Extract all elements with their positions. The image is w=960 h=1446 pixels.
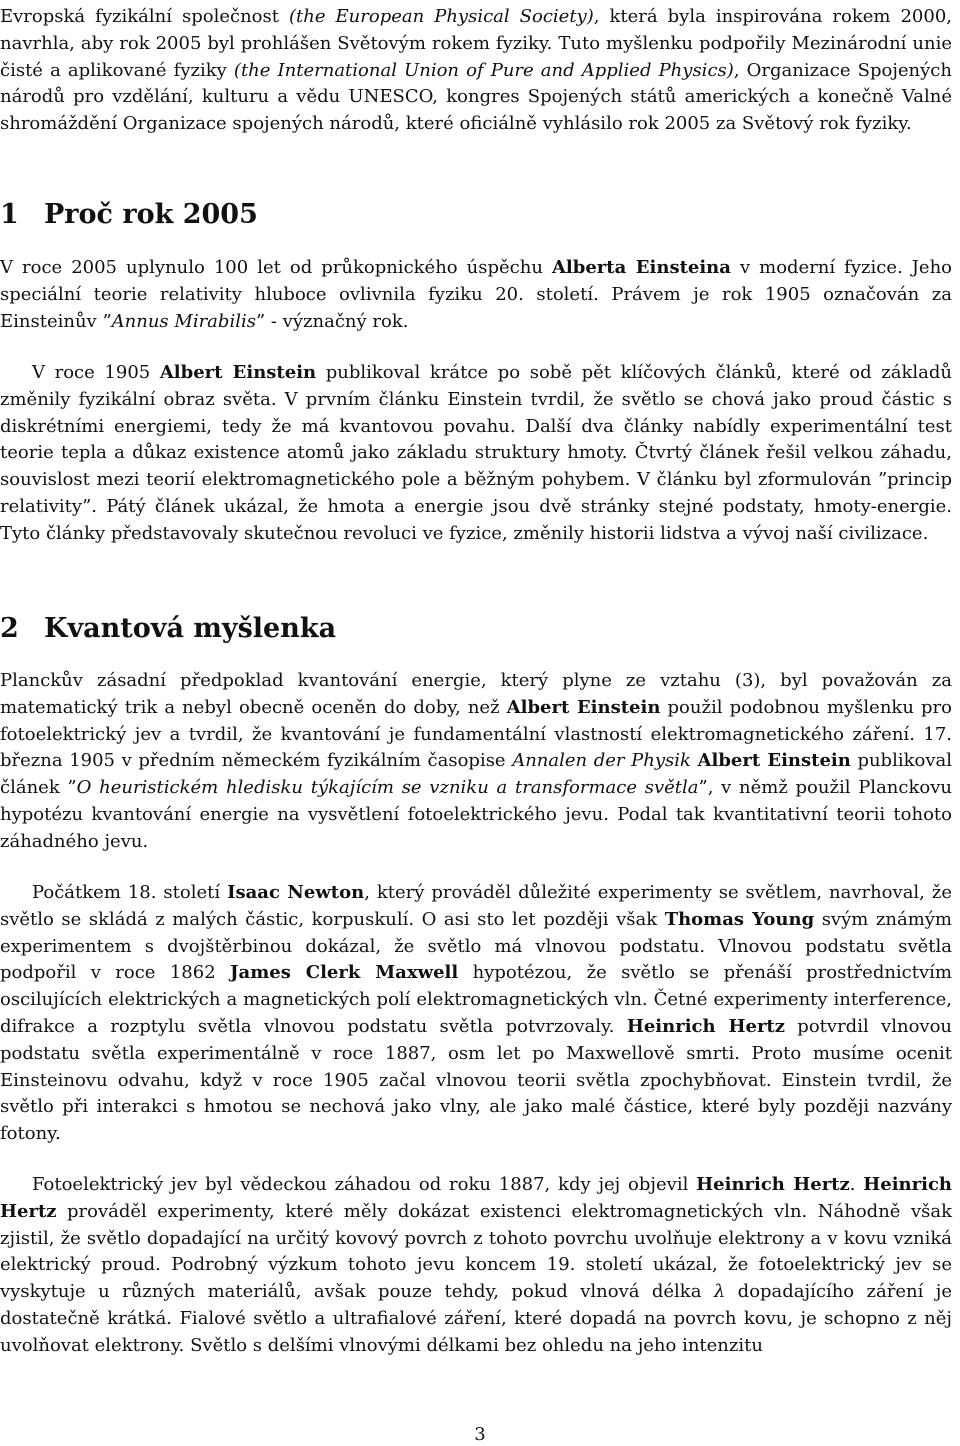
person-name: Heinrich Hertz: [626, 1015, 785, 1037]
person-name: James Clerk Maxwell: [230, 962, 459, 984]
article-title: O heuristickém hledisku týkajícím se vzniku a transformace světla: [76, 777, 699, 799]
annus-mirabilis: Annus Mirabilis: [111, 310, 256, 332]
section-2-title: Kvantová myšlenka: [44, 613, 337, 644]
section-2-paragraph-2: Počátkem 18. století Isaac Newton, který prováděl důležité experimenty se světlem, navrhoval, že světlo se skládá z malých částic, korpuskulí. O asi sto let později však Thomas Young svým známým experimentem s dvojštěrbinou dokázal, že světlo má vlnovou podstatu. Vlnovou podstatu světla podpořil v roce 1862 James Clerk Maxwell hypotézou, že světlo se přenáší prostřednictvím oscilujících elektrických a magnetických polí elektromagnetických vln. Četné experimenty interference, difrakce a rozptylu světla vlnovou podstatu světla potvrzovaly. Heinrich Hertz potvrdil vlnovou podstatu světla experimentálně v roce 1887, osm let po Maxwellově smrti. Proto musíme ocenit Einsteinovu odvahu, když v roce 1905 začal vlnovou teorii světla zpochybňovat. Einstein tvrdil, že světlo při interakci s hmotou se nechová jako vlny, ale jako malé částice, které byly později nazvány fotony.: [0, 882, 953, 1145]
person-name: Albert Einstein: [159, 362, 317, 383]
person-name: Albert Einstein: [506, 696, 661, 718]
person-name: Heinrich Hertz: [0, 1174, 952, 1222]
journal-name: Annalen der Physik: [512, 750, 691, 772]
person-name: Heinrich Hertz: [696, 1174, 850, 1195]
section-2-heading: [0, 612, 336, 646]
lambda-symbol: λ: [713, 1281, 726, 1303]
section-1-title: Proč rok 2005: [44, 199, 258, 230]
section-1-paragraph-2: V roce 1905 Albert Einstein publikoval krátce po sobě pět klíčových článků, které od základů změnily fyzikální obraz světa. V prvním článku Einstein tvrdil, že světlo se chová jako proud částic s diskrétními energiemi, tedy že má kvantovou povahu. Další dva články nabídly experimentální test teorie tepla a důkaz existence atomů jako základu struktury hmoty. Čtvrtý článek řešil velkou záhadu, souvislost mezi teorií elektromagnetického pole a běžným pohybem. V článku byl zformulován ”princip relativity”. Pátý článek ukázal, že hmota a energie jsou dvě stránky stejné podstaty, hmoty-energie. Tyto články představovaly skutečnou revoluci ve fyzice, změnily historii lidstva a vývoj naší civilizace.: [0, 362, 952, 544]
section-2-paragraph-1: Planckův zásadní předpoklad kvantování energie, který plyne ze vztahu (3), byl považován za matematický trik a nebyl obecně oceněn do doby, než Albert Einstein použil podobnou myšlenku pro fotoelektrický jev a tvrdil, že kvantování je fundamentální vlastností elektromagnetického záření. 17. března 1905 v předním německém fyzikálním časopise Annalen der Physik Albert Einstein publikoval článek ”O heuristickém hledisku týkajícím se vzniku a transformace světla”, v němž použil Planckovu hypotézu kvantování energie na vysvětlení fotoelektrického jevu. Podal tak kvantitativní teorii tohoto záhadného jevu.: [0, 670, 952, 852]
union-name: (the International Union of Pure and Applied Physics): [233, 59, 734, 81]
page-number: 3: [474, 1424, 486, 1445]
person-name: Albert Einstein: [697, 750, 851, 772]
person-name: Thomas Young: [664, 908, 815, 930]
section-1-heading: [0, 198, 258, 232]
society-name: (the European Physical Society): [289, 6, 594, 27]
section-1-paragraph-1: V roce 2005 uplynulo 100 let od průkopnického úspěchu Alberta Einsteina v moderní fyzice. Jeho speciální teorie relativity hluboce ovlivnila fyziku 20. století. Právem je rok 1905 označován za Einsteinův ”Annus Mirabilis” - význačný rok.: [0, 257, 953, 332]
person-name: Alberta Einsteina: [551, 257, 731, 278]
intro-paragraph: Evropská fyzikální společnost (the European Physical Society), která byla inspirována rokem 2000, navrhla, aby rok 2005 byl prohlášen Světovým rokem fyziky. Tuto myšlenku podpořily Mezinárodní unie čisté a aplikované fyziky (the International Union of Pure and Applied Physics), Organizace Spojených národů pro vzdělání, kulturu a vědu UNESCO, kongres Spojených států amerických a konečně Valné shromáždění Organizace spojených národů, které oficiálně vyhlásilo rok 2005 za Světový rok fyziky.: [0, 6, 952, 135]
person-name: Isaac Newton: [227, 882, 365, 903]
section-2-number: 2: [0, 613, 19, 644]
section-2-paragraph-3: Fotoelektrický jev byl vědeckou záhadou od roku 1887, kdy jej objevil Heinrich Hertz. Heinrich Hertz prováděl experimenty, které měly dokázat existenci elektromagnetických vln. Náhodně však zjistil, že světlo dopadající na určitý kovový povrch z tohoto povrchu uvolňuje elektrony a v kovu vzniká elektrický proud. Podrobný výzkum tohoto jevu koncem 19. století ukázal, že fotoelektrický jev se vyskytuje u různých materiálů, avšak pouze tehdy, pokud vlnová délka λ dopadajícího záření je dostatečně krátká. Fialové světlo a ultrafialové záření, které dopadá na povrch kovu, je schopno z něj uvolňovat elektrony. Světlo s delšími vlnovými délkami bez ohledu na jeho intenzitu: [0, 1174, 952, 1356]
section-1-number: 1: [0, 199, 19, 230]
